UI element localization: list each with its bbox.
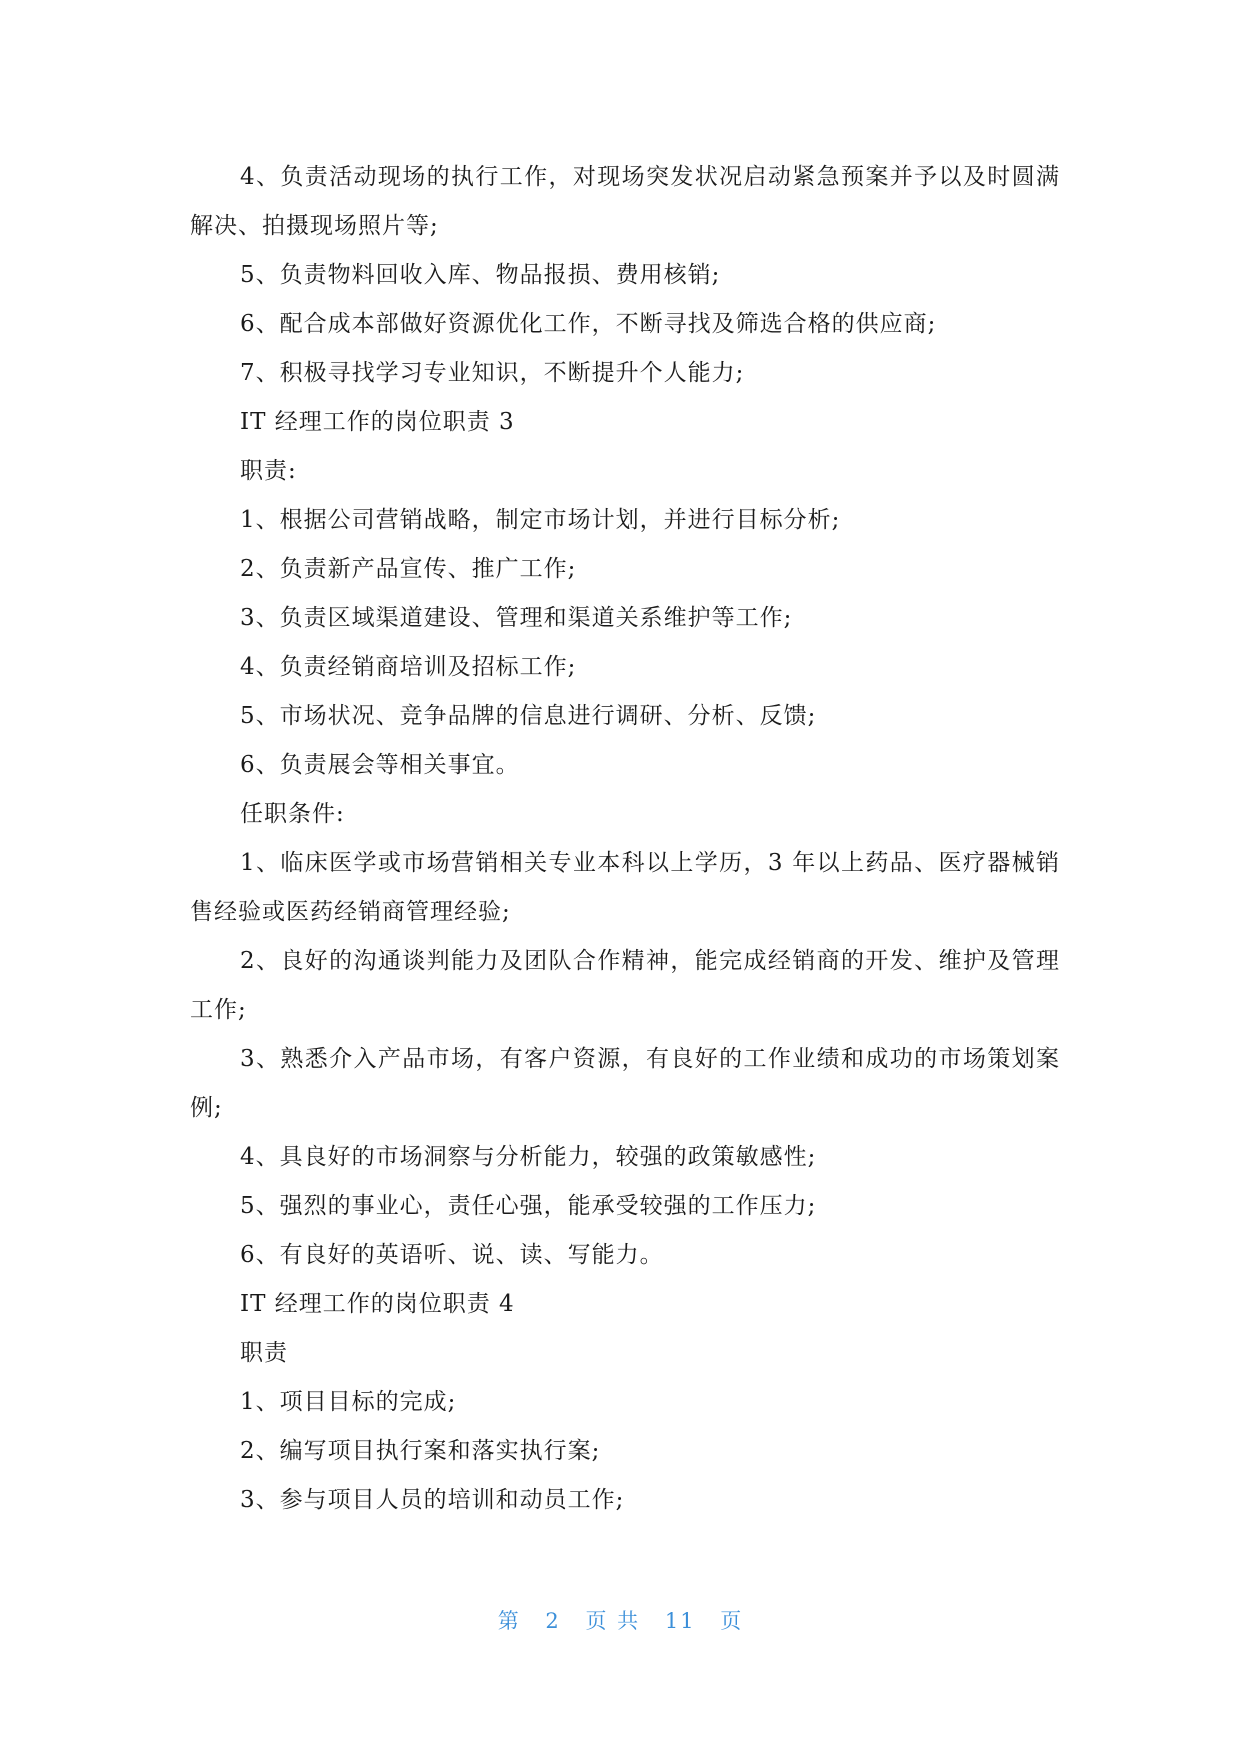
subheading: 任职条件: xyxy=(240,801,345,827)
paragraph: 2、负责新产品宣传、推广工作; xyxy=(240,556,577,582)
footer-label-of: 页 共 xyxy=(585,1609,641,1633)
paragraph: 3、负责区域渠道建设、管理和渠道关系维护等工作; xyxy=(240,605,793,631)
paragraph: 4、负责活动现场的执行工作，对现场突发状况启动紧急预案并予以及时圆满解决、拍摄现场照片等; xyxy=(190,164,1060,239)
paragraph: 5、负责物料回收入库、物品报损、费用核销; xyxy=(240,262,721,288)
paragraph: 5、市场状况、竞争品牌的信息进行调研、分析、反馈; xyxy=(240,703,817,729)
section-heading: IT 经理工作的岗位职责 4 xyxy=(240,1291,515,1317)
paragraph: 6、有良好的英语听、说、读、写能力。 xyxy=(240,1242,664,1268)
footer-label-pages: 页 xyxy=(720,1609,744,1633)
current-page-number: 2 xyxy=(545,1609,561,1633)
section-heading: IT 经理工作的岗位职责 3 xyxy=(240,409,515,435)
paragraph: 1、项目目标的完成; xyxy=(240,1389,457,1415)
paragraph: 3、熟悉介入产品市场，有客户资源，有良好的工作业绩和成功的市场策划案例; xyxy=(190,1046,1060,1121)
paragraph: 1、根据公司营销战略，制定市场计划，并进行目标分析; xyxy=(240,507,841,533)
paragraph: 7、积极寻找学习专业知识，不断提升个人能力; xyxy=(240,360,745,386)
document-body xyxy=(190,153,1060,1525)
paragraph: 2、编写项目执行案和落实执行案; xyxy=(240,1438,601,1464)
paragraph: 2、良好的沟通谈判能力及团队合作精神，能完成经销商的开发、维护及管理工作; xyxy=(190,948,1060,1023)
paragraph: 4、具良好的市场洞察与分析能力，较强的政策敏感性; xyxy=(240,1144,817,1170)
subheading: 职责: xyxy=(240,458,297,484)
paragraph: 1、临床医学或市场营销相关专业本科以上学历，3 年以上药品、医疗器械销售经验或医药经销商管理经验; xyxy=(190,850,1060,925)
paragraph: 4、负责经销商培训及招标工作; xyxy=(240,654,577,680)
paragraph: 6、配合成本部做好资源优化工作，不断寻找及筛选合格的供应商; xyxy=(240,311,937,337)
paragraph: 5、强烈的事业心，责任心强，能承受较强的工作压力; xyxy=(240,1193,817,1219)
total-page-count: 11 xyxy=(664,1609,696,1633)
page-footer xyxy=(0,1605,1241,1635)
paragraph: 6、负责展会等相关事宜。 xyxy=(240,752,520,778)
subheading: 职责 xyxy=(240,1340,288,1366)
paragraph: 3、参与项目人员的培训和动员工作; xyxy=(240,1487,625,1513)
footer-label-page: 第 xyxy=(497,1609,521,1633)
